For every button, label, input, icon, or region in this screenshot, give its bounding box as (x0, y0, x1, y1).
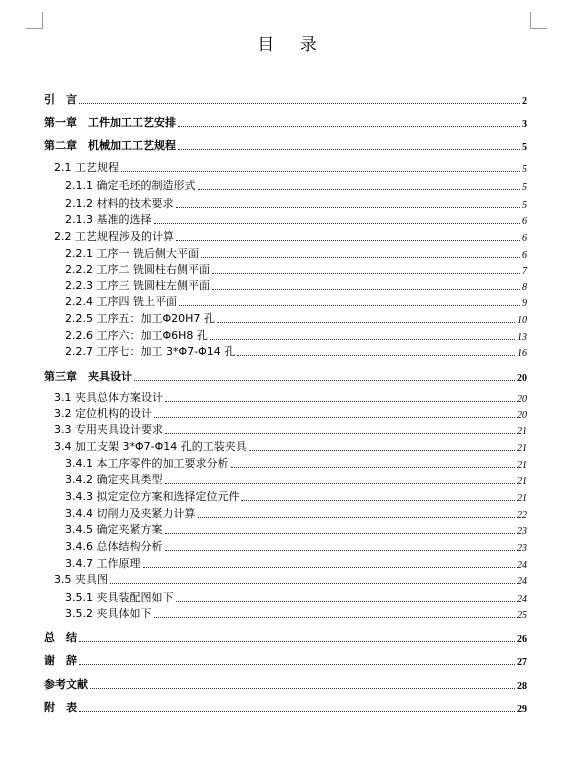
dot-leader (154, 223, 521, 224)
toc-entry[interactable] (65, 177, 527, 193)
toc-entry[interactable] (54, 159, 527, 175)
toc-entry[interactable] (54, 405, 527, 421)
toc-entry-label: 3.4.7 工作原理 (65, 557, 141, 570)
toc-entry[interactable] (65, 195, 527, 211)
toc-entry-label: 谢 辞 (44, 654, 77, 667)
toc-entry-label: 2.1.3 基准的选择 (65, 213, 152, 226)
dot-leader (198, 189, 521, 190)
toc-entry[interactable] (44, 676, 527, 692)
toc-page-number: 24 (517, 576, 527, 587)
toc-page-number: 6 (522, 233, 527, 244)
dot-leader (154, 617, 516, 618)
toc-entry-label: 附 表 (44, 701, 77, 714)
dot-leader (176, 601, 516, 602)
toc-entry[interactable] (65, 343, 527, 359)
dot-leader (231, 467, 516, 468)
toc-entry-label: 2.1 工艺规程 (54, 161, 119, 174)
toc-entry[interactable] (54, 389, 527, 405)
dot-leader (121, 171, 520, 172)
toc-entry-label: 3.5.2 夹具体如下 (65, 607, 152, 620)
toc-entry-label: 3.5 夹具图 (54, 573, 108, 586)
toc-page-number: 28 (517, 681, 527, 692)
toc-entry-label: 3.4.1 本工序零件的加工要求分析 (65, 457, 229, 470)
toc-page-number: 23 (517, 526, 527, 537)
toc-page-number: 16 (517, 348, 527, 359)
toc-entry-label: 3.4 加工支架 3*Φ7-Φ14 孔的工装夹具 (54, 440, 247, 453)
toc-entry[interactable] (44, 629, 527, 645)
toc-page-number: 21 (517, 443, 527, 454)
dot-leader (134, 380, 515, 381)
toc-page-number: 6 (522, 216, 527, 227)
toc-page-number: 21 (517, 426, 527, 437)
toc-entry[interactable] (65, 327, 527, 343)
toc-page-number: 25 (517, 610, 527, 621)
toc-entry-label: 2.2.5 工序五：加工Φ20H7 孔 (65, 312, 215, 325)
toc-entry-label: 第一章 工件加工工艺安排 (44, 116, 176, 129)
toc-page-number: 23 (517, 543, 527, 554)
toc-page-number: 2 (522, 96, 527, 107)
dot-leader (110, 583, 515, 584)
toc-entry[interactable] (65, 471, 527, 487)
toc-page-number: 24 (517, 560, 527, 571)
toc-entry-label: 3.4.5 确定夹紧方案 (65, 523, 163, 536)
toc-page-number: 27 (517, 657, 527, 668)
toc-page-number: 21 (517, 493, 527, 504)
dot-leader (237, 355, 515, 356)
dot-leader (176, 240, 520, 241)
toc-entry-label: 2.2.2 工序二 铣圆柱右侧平面 (65, 263, 210, 276)
toc-page-number: 20 (517, 373, 527, 384)
dot-leader (178, 126, 520, 127)
toc-entry[interactable] (65, 245, 527, 261)
toc-page-number: 10 (517, 315, 527, 326)
dot-leader (90, 688, 515, 689)
toc-entry[interactable] (65, 455, 527, 471)
toc-entry-label: 参考文献 (44, 678, 88, 691)
toc-entry[interactable] (54, 421, 527, 437)
toc-entry[interactable] (65, 211, 527, 227)
toc-page-number: 7 (522, 266, 527, 277)
toc-page-number: 8 (522, 282, 527, 293)
toc-page-number: 20 (517, 394, 527, 405)
toc-entry-label: 2.2.7 工序七：加工 3*Φ7-Φ14 孔 (65, 345, 236, 358)
toc-entry-label: 总 结 (44, 631, 77, 644)
toc-entry-label: 3.4.6 总体结构分析 (65, 540, 163, 553)
dot-leader (79, 664, 515, 665)
toc-entry-label: 3.5.1 夹具装配图如下 (65, 591, 174, 604)
dot-leader (210, 339, 515, 340)
dot-leader (217, 322, 515, 323)
dot-leader (165, 550, 516, 551)
toc-entry-label: 2.2.6 工序六：加工Φ6H8 孔 (65, 329, 208, 342)
toc-entry-label: 2.1.2 材料的技术要求 (65, 197, 174, 210)
toc-page-number: 24 (517, 594, 527, 605)
toc-entry-label: 3.1 夹具总体方案设计 (54, 391, 163, 404)
toc-page-number: 20 (517, 410, 527, 421)
toc-page-number: 5 (522, 200, 527, 211)
dot-leader (165, 401, 515, 402)
toc-entry[interactable] (65, 293, 527, 309)
toc-entry-label: 2.2.3 工序三 铣圆柱左侧平面 (65, 279, 210, 292)
dot-leader (79, 103, 520, 104)
dot-leader (143, 567, 516, 568)
dot-leader (165, 433, 515, 434)
dot-leader (79, 641, 515, 642)
toc-entry[interactable] (44, 699, 527, 715)
toc-entry[interactable] (65, 589, 527, 605)
dot-leader (178, 149, 520, 150)
toc-page-number: 6 (522, 250, 527, 261)
toc-entry[interactable] (65, 605, 527, 621)
toc-entry[interactable] (65, 555, 527, 571)
toc-entry[interactable] (65, 505, 527, 521)
dot-leader (165, 533, 516, 534)
toc-page-number: 9 (522, 298, 527, 309)
dot-leader (79, 711, 515, 712)
toc-entry[interactable] (44, 652, 527, 668)
toc-entry-label: 2.2.4 工序四 铣上平面 (65, 295, 177, 308)
dot-leader (212, 273, 520, 274)
toc-entry-label: 3.4.4 切削力及夹紧力计算 (65, 507, 196, 520)
toc-page-number: 29 (517, 704, 527, 715)
toc-page-number: 5 (522, 142, 527, 153)
toc-page-number: 21 (517, 476, 527, 487)
dot-leader (198, 517, 516, 518)
toc-entry[interactable] (65, 538, 527, 554)
toc-entry-label: 2.1.1 确定毛坯的制造形式 (65, 179, 196, 192)
toc-entry[interactable] (54, 571, 527, 587)
toc-page-number: 13 (517, 332, 527, 343)
dot-leader (249, 450, 515, 451)
toc-entry-label: 3.2 定位机构的设计 (54, 407, 152, 420)
toc-entry[interactable] (44, 137, 527, 153)
toc-page-number: 22 (517, 510, 527, 521)
dot-leader (165, 483, 516, 484)
dot-leader (176, 207, 521, 208)
toc-entry[interactable] (65, 261, 527, 277)
dot-leader (241, 500, 515, 501)
toc-page-number: 21 (517, 460, 527, 471)
toc-entry-label: 2.2.1 工序一 铣后侧大平面 (65, 247, 199, 260)
toc-entry-label: 引 言 (44, 93, 77, 106)
toc-entry[interactable] (65, 310, 527, 326)
toc-page-number: 5 (522, 164, 527, 175)
toc-entry[interactable] (65, 521, 527, 537)
toc-entry-label: 第三章 夹具设计 (44, 370, 132, 383)
dot-leader (179, 305, 520, 306)
toc-entry[interactable] (65, 488, 527, 504)
toc-entry[interactable] (54, 228, 527, 244)
toc-entry[interactable] (54, 438, 527, 454)
toc-entry-label: 3.3 专用夹具设计要求 (54, 423, 163, 436)
toc-entry-label: 第二章 机械加工工艺规程 (44, 139, 176, 152)
toc-entry-label: 3.4.3 拟定定位方案和选择定位元件 (65, 490, 240, 503)
toc-entry-label: 2.2 工艺规程涉及的计算 (54, 230, 174, 243)
toc-page-number: 3 (522, 119, 527, 130)
dot-leader (212, 289, 520, 290)
toc-page-number: 5 (522, 182, 527, 193)
page-title: 目 录 (257, 35, 327, 55)
toc-entry[interactable] (44, 114, 527, 130)
toc-entry-label: 3.4.2 确定夹具类型 (65, 473, 163, 486)
toc-entry[interactable] (44, 368, 527, 384)
toc-entry[interactable] (44, 91, 527, 107)
dot-leader (201, 257, 520, 258)
toc-entry[interactable] (65, 277, 527, 293)
dot-leader (154, 417, 515, 418)
toc-page-number: 26 (517, 634, 527, 645)
